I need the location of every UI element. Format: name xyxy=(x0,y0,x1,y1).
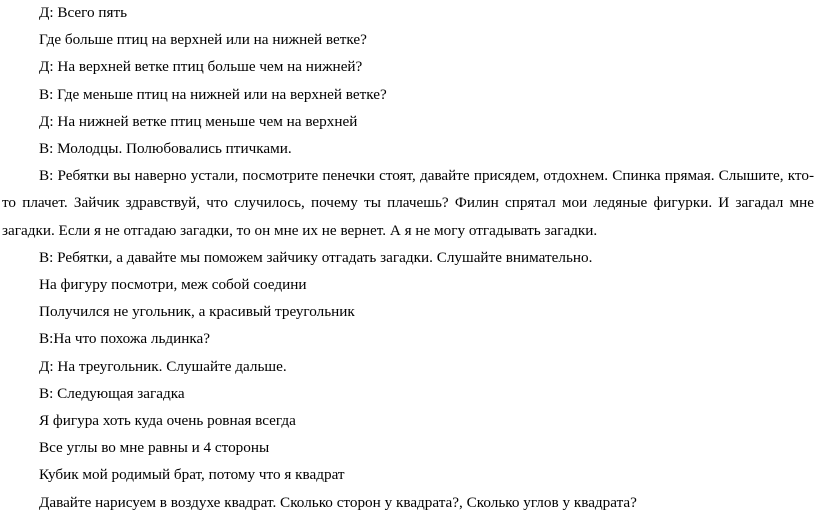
paragraph-10: Получился не угольник, а красивый треугольник xyxy=(39,303,355,321)
paragraph-6: В: Молодцы. Полюбовались птичками. xyxy=(39,140,292,158)
paragraph-9: На фигуру посмотри, меж собой соедини xyxy=(39,276,307,294)
paragraph-2: Где больше птиц на верхней или на нижней ветке? xyxy=(39,31,367,49)
paragraph-7: В: Ребятки вы наверно устали, посмотрите пенечки стоят, давайте присядем, отдохнем. Спинка прямая. Слышите, кто-то плачет. Зайчик здравствуй, что случилось, почему ты плачешь? Филин спрятал мои ледяные фигурки. И загадал мне загадки. Если я не отгадаю загадки, то он мне их не вернет. А я не могу отгадывать загадки. xyxy=(2,167,814,239)
paragraph-13: В: Следующая загадка xyxy=(39,384,185,402)
paragraph-17: Давайте нарисуем в воздухе квадрат. Сколько сторон у квадрата?, Сколько углов у квадрата? xyxy=(39,493,637,511)
paragraph-16: Кубик мой родимый брат, потому что я квадрат xyxy=(39,466,345,484)
paragraph-11: В:На что похожа льдинка? xyxy=(39,330,211,348)
paragraph-1: Д: Всего пять xyxy=(39,4,128,21)
paragraph-5: Д: На нижней ветке птиц меньше чем на верхней xyxy=(39,112,358,130)
paragraph-4: В: Где меньше птиц на нижней или на верхней ветке? xyxy=(39,85,387,103)
paragraph-14: Я фигура хоть куда очень ровная всегда xyxy=(39,412,296,430)
paragraph-8: В: Ребятки, а давайте мы поможем зайчику отгадать загадки. Слушайте внимательно. xyxy=(39,248,593,266)
paragraph-12: Д: На треугольник. Слушайте дальше. xyxy=(39,357,287,375)
paragraph-15: Все углы во мне равны и 4 стороны xyxy=(39,439,270,457)
paragraph-3: Д: На верхней ветке птиц больше чем на нижней? xyxy=(39,58,363,76)
